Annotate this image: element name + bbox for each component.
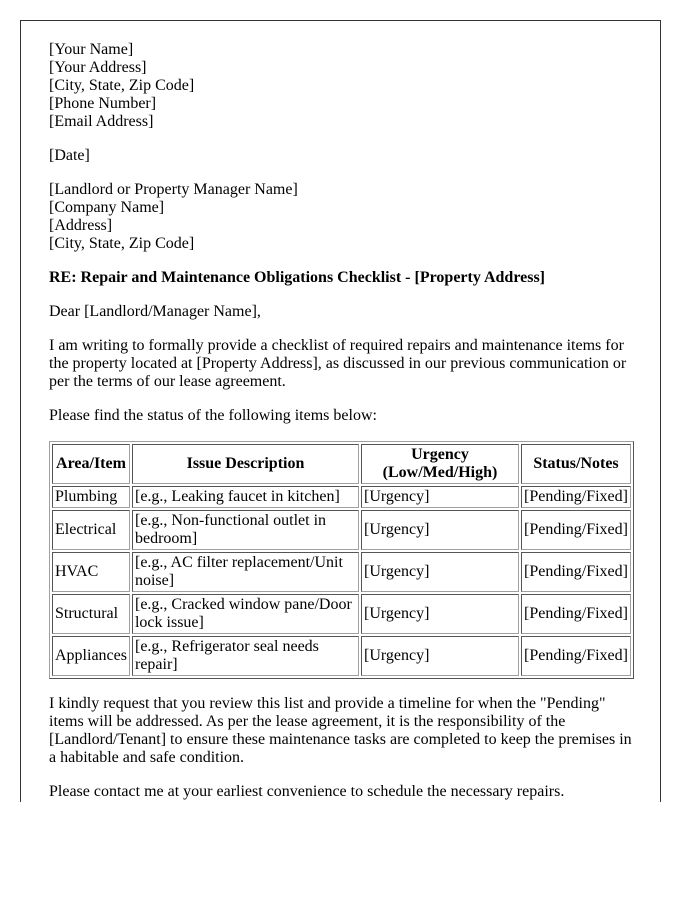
header-issue: Issue Description — [132, 444, 359, 484]
intro-paragraph: I am writing to formally provide a checklist of required repairs and maintenance items for the property located at [Property Address], as discussed in our previous communication or per the terms of our lease agreement. — [49, 337, 627, 390]
cell-status: [Pending/Fixed] — [521, 510, 631, 550]
cell-area: HVAC — [52, 552, 130, 592]
cell-urgency: [Urgency] — [361, 552, 519, 592]
sender-phone: [Phone Number] — [49, 95, 157, 112]
cell-area: Structural — [52, 594, 130, 634]
cell-area: Electrical — [52, 510, 130, 550]
cell-area: Plumbing — [52, 486, 130, 508]
table-header-row — [52, 444, 631, 484]
sender-email: [Email Address] — [49, 113, 154, 130]
checklist-table — [49, 441, 634, 679]
sender-block — [49, 41, 632, 131]
cell-issue: [e.g., Cracked window pane/Door lock issue] — [132, 594, 359, 634]
cell-issue: [e.g., Non-functional outlet in bedroom] — [132, 510, 359, 550]
cell-area: Appliances — [52, 636, 130, 676]
cell-urgency: [Urgency] — [361, 486, 519, 508]
cell-urgency: [Urgency] — [361, 510, 519, 550]
cell-status: [Pending/Fixed] — [521, 486, 631, 508]
table-row — [52, 510, 631, 550]
table-row — [52, 486, 631, 508]
cell-status: [Pending/Fixed] — [521, 552, 631, 592]
recipient-address: [Address] — [49, 217, 113, 234]
subject-line: RE: Repair and Maintenance Obligations Checklist - [Property Address] — [49, 269, 546, 286]
sender-name: [Your Name] — [49, 41, 134, 58]
table-row — [52, 636, 631, 676]
recipient-block — [49, 181, 632, 253]
cell-urgency: [Urgency] — [361, 594, 519, 634]
cell-issue: [e.g., AC filter replacement/Unit noise] — [132, 552, 359, 592]
sender-address: [Your Address] — [49, 59, 147, 76]
cell-issue: [e.g., Refrigerator seal needs repair] — [132, 636, 359, 676]
header-status: Status/Notes — [521, 444, 631, 484]
recipient-company: [Company Name] — [49, 199, 165, 216]
salutation: Dear [Landlord/Manager Name], — [49, 303, 261, 320]
sender-city-state-zip: [City, State, Zip Code] — [49, 77, 195, 94]
recipient-name: [Landlord or Property Manager Name] — [49, 181, 298, 198]
cell-status: [Pending/Fixed] — [521, 594, 631, 634]
table-intro: Please find the status of the following items below: — [49, 407, 377, 424]
letter-container — [20, 20, 661, 802]
recipient-city-state-zip: [City, State, Zip Code] — [49, 235, 195, 252]
header-area: Area/Item — [52, 444, 130, 484]
request-paragraph: I kindly request that you review this list and provide a timeline for when the "Pending" items will be addressed. As per the lease agreement, it is the responsibility of the [Landlord/Tenant] to ensure these maintenance tasks are completed to keep the premises in a habitable and safe condition. — [49, 695, 632, 766]
header-urgency: Urgency (Low/Med/High) — [361, 444, 519, 484]
table-row — [52, 552, 631, 592]
cell-urgency: [Urgency] — [361, 636, 519, 676]
closing-paragraph: Please contact me at your earliest convenience to schedule the necessary repairs. — [49, 783, 565, 800]
cell-status: [Pending/Fixed] — [521, 636, 631, 676]
table-row — [52, 594, 631, 634]
letter-date: [Date] — [49, 147, 90, 164]
cell-issue: [e.g., Leaking faucet in kitchen] — [132, 486, 359, 508]
